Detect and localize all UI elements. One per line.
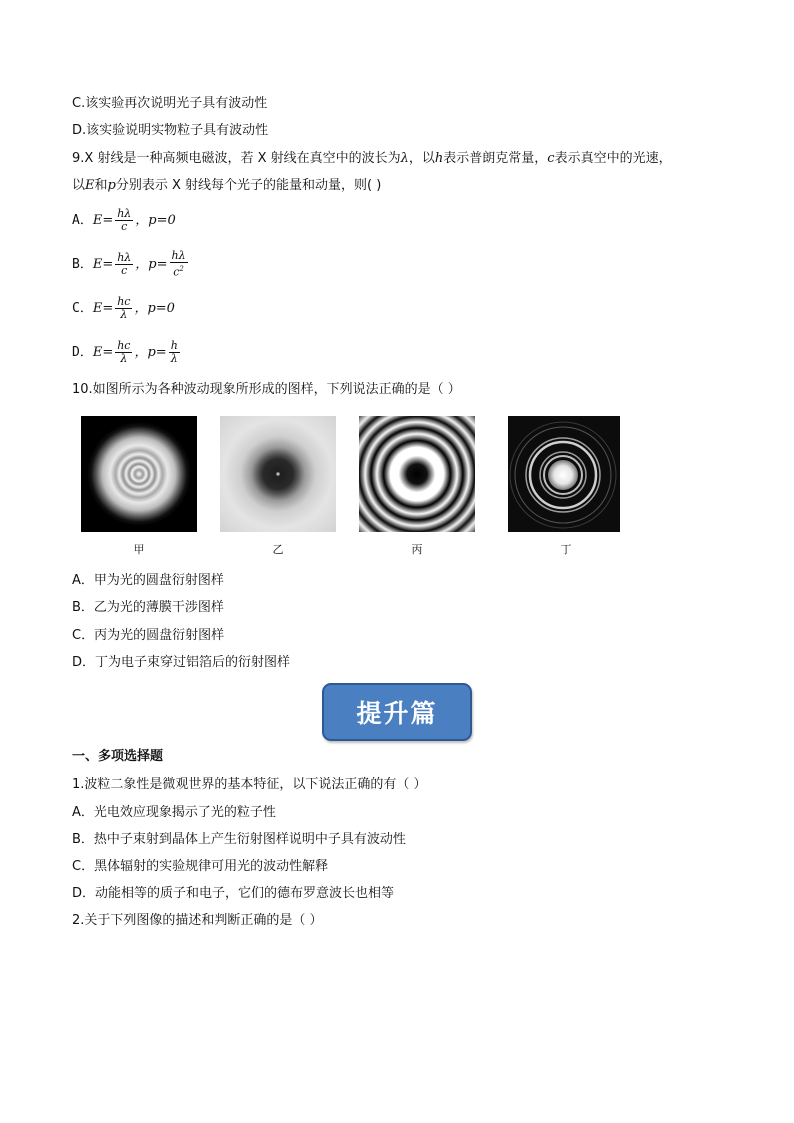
q10-option-a: A．甲为光的圆盘衍射图样	[72, 573, 224, 588]
m1-option-c: C．黑体辐射的实验规律可用光的波动性解释	[72, 859, 329, 874]
figure-yi-caption: 乙	[272, 543, 284, 556]
fraction: $\frac{h\lambda}{c^2}$	[171, 249, 186, 279]
fraction: $\frac{hc}{\lambda}$	[117, 295, 131, 321]
section-badge: 提升篇	[322, 683, 472, 741]
q9-stem-line2: 以E和p分别表示 X 射线每个光子的能量和动量，则( )	[72, 178, 382, 193]
figure-jia-diffraction-image	[81, 416, 197, 532]
figure-ding-caption: 丁	[560, 543, 572, 556]
m1-option-b: B．热中子束射到晶体上产生衍射图样说明中子具有波动性	[72, 832, 406, 847]
q10-option-c: C．丙为光的圆盘衍射图样	[72, 628, 225, 643]
fraction: $\frac{hc}{\lambda}$	[117, 339, 131, 365]
q9-option-d: D．E= $\frac{hc}{\lambda}$ ，p= $\frac{h}{\lambda}$	[72, 339, 178, 365]
q10-option-d: D．丁为电子束穿过铝箔后的衍射图样	[72, 655, 291, 670]
q10-option-b: B．乙为光的薄膜干涉图样	[72, 600, 224, 615]
section-heading: 一、多项选择题	[72, 749, 164, 764]
m2-stem: 2.关于下列图像的描述和判断正确的是（ ）	[72, 913, 323, 928]
figure-bing-ring-image	[359, 416, 475, 532]
figure-yi-diffraction-image	[220, 416, 336, 532]
q9-option-b: B．E= $\frac{h\lambda}{c}$ ，p= $\frac{h\lambda}{c^2}$	[72, 249, 186, 279]
figure-jia-caption: 甲	[133, 543, 145, 556]
q8-option-d: D.该实验说明实物粒子具有波动性	[72, 123, 269, 138]
q9-option-a: A．E= $\frac{h\lambda}{c}$ ，p=0	[72, 207, 176, 233]
m1-option-d: D．动能相等的质子和电子，它们的德布罗意波长也相等	[72, 886, 395, 901]
m1-stem: 1.波粒二象性是微观世界的基本特征，以下说法正确的有（ ）	[72, 777, 427, 792]
q9-option-c: C．E= $\frac{hc}{\lambda}$ ，p=0	[72, 295, 175, 321]
q10-stem: 10.如图所示为各种波动现象所形成的图样，下列说法正确的是（ ）	[72, 382, 461, 397]
q8-option-c: C.该实验再次说明光子具有波动性	[72, 96, 268, 111]
figure-ding-electron-diffraction-image	[508, 416, 620, 532]
fraction: $\frac{h\lambda}{c}$	[117, 207, 132, 233]
fraction: $\frac{h\lambda}{c}$	[117, 251, 132, 277]
fraction: $\frac{h}{\lambda}$	[170, 339, 178, 365]
figure-bing-caption: 丙	[411, 543, 423, 556]
m1-option-a: A．光电效应现象揭示了光的粒子性	[72, 805, 276, 820]
q9-stem-line1: 9.X 射线是一种高频电磁波，若 X 射线在真空中的波长为λ，以h表示普朗克常量，c表示真空中的光速，	[72, 151, 672, 166]
